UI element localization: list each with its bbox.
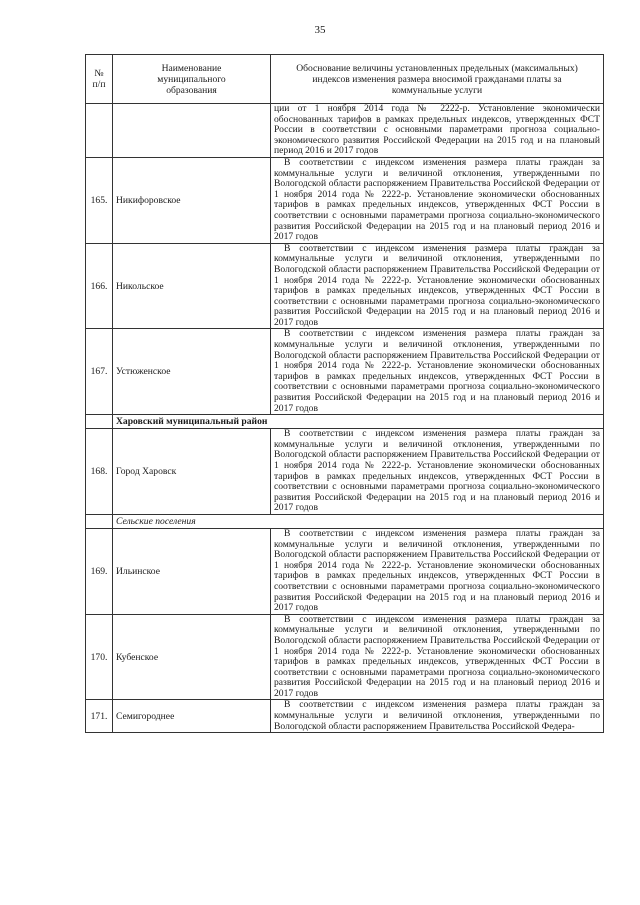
municipality-name: Никифоровское	[113, 157, 271, 243]
table-header-row	[86, 55, 604, 104]
justification-text: ции от 1 ноября 2014 года № 2222-р. Установление экономически обоснованных тарифов в рамках предельных индексов, утвержденных ФСТ России в соответствии с основными параметрами прогноза социально-экономического развития Российской Федерации на 2015 год и на плановый период 2016 и 2017 годов	[271, 104, 604, 158]
table-row	[86, 329, 604, 415]
justification-text: В соответствии с индексом изменения размера платы граждан за коммунальные услуги и величиной отклонения, утвержденными по Вологодской области распоряжением Правительства Российской Федерации от 1 ноября 2014 года № 2222-р. Установление экономически обоснованных тарифов в рамках предельных индексов, утвержденных ФСТ России в соответствии с основными параметрами прогноза социально-экономического развития Российской Федерации на 2015 год и на плановый период 2016 и 2017 годов	[271, 243, 604, 329]
municipality-name: Семигороднее	[113, 700, 271, 733]
row-number	[86, 104, 113, 158]
justification-text: В соответствии с индексом изменения размера платы граждан за коммунальные услуги и величиной отклонения, утвержденными по Вологодской области распоряжением Правительства Российской Федерации от 1 ноября 2014 года № 2222-р. Установление экономически обоснованных тарифов в рамках предельных индексов, утвержденных ФСТ России в соответствии с основными параметрами прогноза социально-экономического развития Российской Федерации на 2015 год и на плановый период 2016 и 2017 годов	[271, 157, 604, 243]
page-number: 35	[314, 24, 326, 36]
continuation-row	[86, 104, 604, 158]
header-municipality: Наименование муниципального образования	[113, 55, 271, 104]
table-row	[86, 528, 604, 614]
row-number: 168.	[86, 429, 113, 515]
justification-text: В соответствии с индексом изменения размера платы граждан за коммунальные услуги и величиной отклонения, утвержденными по Вологодской области распоряжением Правительства Российской Федерации от 1 ноября 2014 года № 2222-р. Установление экономически обоснованных тарифов в рамках предельных индексов, утвержденных ФСТ России в соответствии с основными параметрами прогноза социально-экономического развития Российской Федерации на 2015 год и на плановый период 2016 и 2017 годов	[271, 329, 604, 415]
justification-text: В соответствии с индексом изменения размера платы граждан за коммунальные услуги и величиной отклонения, утвержденными по Вологодской области распоряжением Правительства Российской Федерации от 1 ноября 2014 года № 2222-р. Установление экономически обоснованных тарифов в рамках предельных индексов, утвержденных ФСТ России в соответствии с основными параметрами прогноза социально-экономического развития Российской Федерации на 2015 год и на плановый период 2016 и 2017 годов	[271, 614, 604, 700]
empty-cell	[86, 415, 113, 429]
municipality-name: Кубенское	[113, 614, 271, 700]
table-row	[86, 614, 604, 700]
row-number: 171.	[86, 700, 113, 733]
row-number: 165.	[86, 157, 113, 243]
justification-text: В соответствии с индексом изменения размера платы граждан за коммунальные услуги и величиной отклонения, утвержденными по Вологодской области распоряжением Правительства Российской Федерации от 1 ноября 2014 года № 2222-р. Установление экономически обоснованных тарифов в рамках предельных индексов, утвержденных ФСТ России в соответствии с основными параметрами прогноза социально-экономического развития Российской Федерации на 2015 год и на плановый период 2016 и 2017 годов	[271, 429, 604, 515]
municipality-name: Город Харовск	[113, 429, 271, 515]
section-row	[86, 415, 604, 429]
municipality-name	[113, 104, 271, 158]
table-body	[86, 104, 604, 733]
empty-cell	[86, 514, 113, 528]
justification-text: В соответствии с индексом изменения размера платы граждан за коммунальные услуги и величиной отклонения, утвержденными по Вологодской области распоряжением Правительства Российской Федера-	[271, 700, 604, 733]
justification-text: В соответствии с индексом изменения размера платы граждан за коммунальные услуги и величиной отклонения, утвержденными по Вологодской области распоряжением Правительства Российской Федерации от 1 ноября 2014 года № 2222-р. Установление экономически обоснованных тарифов в рамках предельных индексов, утвержденных ФСТ России в соответствии с основными параметрами прогноза социально-экономического развития Российской Федерации на 2015 год и на плановый период 2016 и 2017 годов	[271, 528, 604, 614]
table-row	[86, 243, 604, 329]
row-number: 166.	[86, 243, 113, 329]
municipality-name: Ильинское	[113, 528, 271, 614]
tariff-table	[85, 54, 604, 733]
header-number: № п/п	[86, 55, 113, 104]
table-row	[86, 700, 604, 733]
municipality-name: Устюженское	[113, 329, 271, 415]
row-number: 170.	[86, 614, 113, 700]
subsection-row	[86, 514, 604, 528]
table-row	[86, 429, 604, 515]
row-number: 167.	[86, 329, 113, 415]
table-row	[86, 157, 604, 243]
section-title: Харовский муниципальный район	[113, 415, 604, 429]
row-number: 169.	[86, 528, 113, 614]
municipality-name: Никольское	[113, 243, 271, 329]
header-justification: Обоснование величины установленных предельных (максимальных) индексов изменения размера вносимой гражданами платы за коммунальные услуги	[271, 55, 604, 104]
subsection-title: Сельские поселения	[113, 514, 604, 528]
